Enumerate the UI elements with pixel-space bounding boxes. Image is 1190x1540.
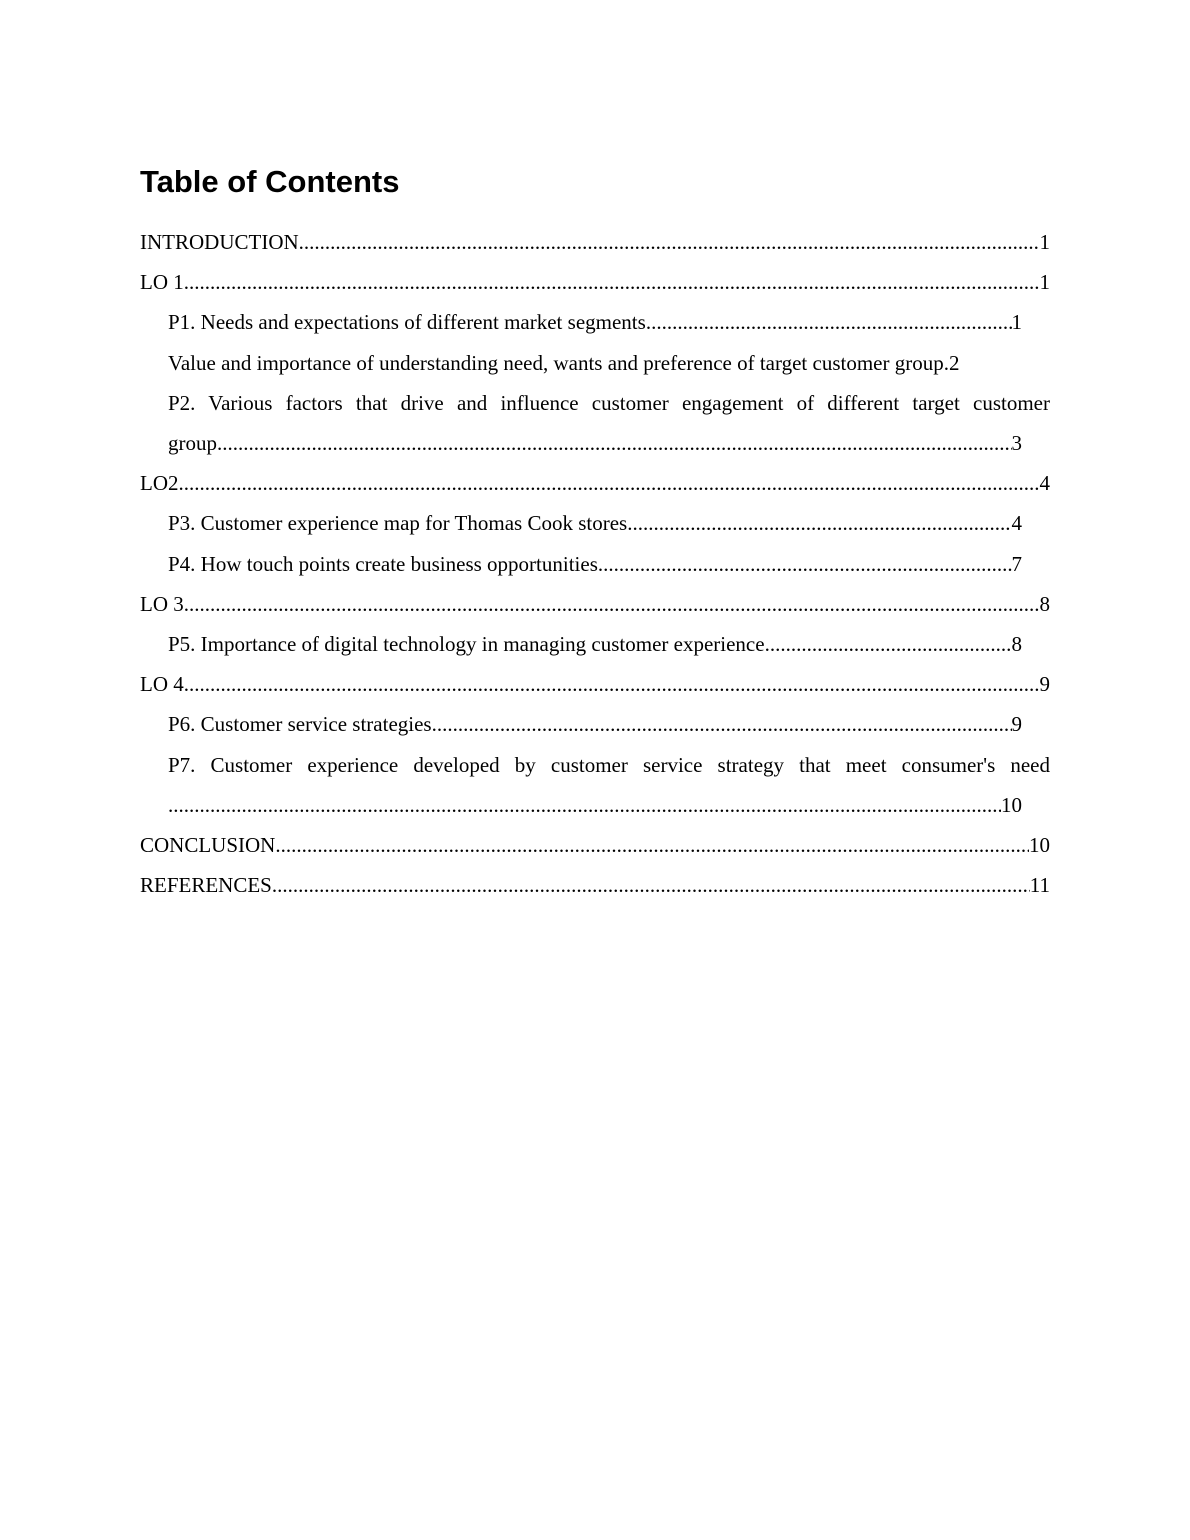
toc-title: Table of Contents bbox=[140, 164, 400, 199]
toc-page-number: 9 bbox=[1011, 712, 1022, 737]
toc-page-number: 4 bbox=[1011, 511, 1022, 536]
toc-page-number: 9 bbox=[1039, 672, 1050, 697]
toc-entry-references[interactable] bbox=[140, 865, 1050, 905]
toc-page-number: 1 bbox=[1039, 270, 1050, 295]
toc-page-number: 4 bbox=[1039, 471, 1050, 496]
toc-entry-text: REFERENCES bbox=[140, 873, 272, 898]
toc-entry-text: CONCLUSION bbox=[140, 833, 276, 858]
toc-entry-p1[interactable] bbox=[140, 302, 1022, 342]
dot-leader bbox=[168, 785, 1001, 825]
dot-leader bbox=[272, 865, 1030, 905]
toc-entry-p3[interactable] bbox=[140, 503, 1022, 543]
toc-entry-text: LO2 bbox=[140, 471, 179, 496]
toc-entry-lo1[interactable] bbox=[140, 262, 1050, 302]
dot-leader bbox=[184, 584, 1040, 624]
toc-entry-text: P5. Importance of digital technology in managing customer experience bbox=[168, 632, 765, 657]
toc-entry-text: P1. Needs and expectations of different market segments bbox=[168, 310, 646, 335]
toc-entry-text: INTRODUCTION bbox=[140, 230, 299, 254]
toc-page-number: 10 bbox=[1001, 792, 1022, 817]
toc-page-number: 1 bbox=[1011, 310, 1022, 335]
toc-entry-text-continued: group bbox=[168, 431, 217, 456]
toc-entry-text: Value and importance of understanding need, wants and preference of target customer group. bbox=[168, 350, 949, 375]
toc-entry-value-importance[interactable] bbox=[140, 343, 1050, 383]
dot-leader bbox=[184, 664, 1040, 704]
toc-entry-lo2[interactable] bbox=[140, 463, 1050, 503]
toc-entry-p2[interactable] bbox=[140, 383, 1050, 463]
toc-entry-p7[interactable] bbox=[140, 745, 1050, 825]
dot-leader bbox=[432, 704, 1012, 744]
toc-entry-text: LO 1 bbox=[140, 270, 184, 295]
dot-leader bbox=[184, 262, 1040, 302]
toc-entry-p4[interactable] bbox=[140, 544, 1022, 584]
toc-entry-text: P3. Customer experience map for Thomas Cook stores bbox=[168, 511, 628, 536]
toc-entry-p6[interactable] bbox=[140, 704, 1022, 744]
toc-entry-text: LO 3 bbox=[140, 591, 184, 616]
toc-entry-conclusion[interactable] bbox=[140, 825, 1050, 865]
dot-leader bbox=[299, 222, 1040, 262]
toc-entry-text: P4. How touch points create business opportunities bbox=[168, 551, 598, 576]
toc-page-number: 2 bbox=[949, 350, 960, 375]
dot-leader bbox=[627, 503, 1011, 543]
toc-entry-text: LO 4 bbox=[140, 672, 184, 697]
dot-leader bbox=[646, 302, 1012, 342]
toc-page-number: 7 bbox=[1011, 551, 1022, 576]
dot-leader bbox=[598, 544, 1012, 584]
toc-entry-p5[interactable] bbox=[140, 624, 1022, 664]
toc-page-number: 10 bbox=[1029, 833, 1050, 858]
toc-page-number: 8 bbox=[1039, 591, 1050, 616]
dot-leader bbox=[275, 825, 1029, 865]
toc-entry-lo3[interactable] bbox=[140, 584, 1050, 624]
dot-leader bbox=[765, 624, 1012, 664]
toc-page-number: 8 bbox=[1011, 632, 1022, 657]
toc-page-number: 1 bbox=[1039, 230, 1050, 254]
dot-leader bbox=[179, 463, 1040, 503]
toc-entry-introduction[interactable] bbox=[140, 222, 1050, 262]
toc-entry-text: P6. Customer service strategies bbox=[168, 712, 432, 737]
toc-entry-text: P7. Customer experience developed by customer service strategy that meet consumer's need bbox=[168, 752, 1050, 777]
table-of-contents bbox=[140, 222, 1050, 905]
toc-page-number: 11 bbox=[1029, 873, 1050, 898]
toc-entry-lo4[interactable] bbox=[140, 664, 1050, 704]
toc-page-number: 3 bbox=[1011, 431, 1022, 456]
toc-entry-text: P2. Various factors that drive and influence customer engagement of different target customer bbox=[168, 390, 1050, 415]
dot-leader bbox=[217, 423, 1012, 463]
